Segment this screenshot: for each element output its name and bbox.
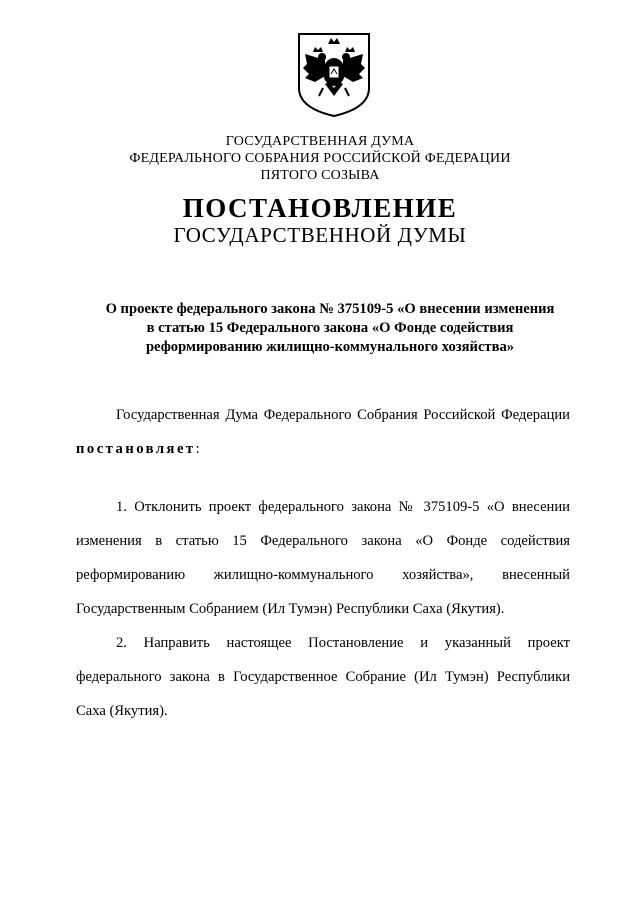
document-type: [0, 193, 640, 247]
document-title: ПОСТАНОВЛЕНИЕ: [182, 193, 458, 223]
resolution-item-2: 2. Направить настоящее Постановление и указанный проект федерального закона в Государственное Собрание (Ил Тумэн) Республики Саха (Якутия).: [76, 635, 570, 719]
org-line-2: ФЕДЕРАЛЬНОГО СОБРАНИЯ РОССИЙСКОЙ ФЕДЕРАЦИИ: [129, 151, 511, 166]
preamble-text: Государственная Дума Федерального Собрания Российской Федерации: [116, 407, 570, 423]
subject-line-3: реформированию жилищно-коммунального хозяйства»: [145, 339, 515, 355]
org-line-1: ГОСУДАРСТВЕННАЯ ДУМА: [225, 134, 415, 149]
subject-line-1: О проекте федерального закона № 375109-5 «О внесении изменения: [105, 301, 555, 317]
decree-colon: :: [195, 441, 200, 457]
preamble-paragraph: [76, 398, 570, 466]
subject-heading: [60, 300, 600, 357]
coat-of-arms-emblem: [295, 30, 373, 118]
preamble: [76, 398, 570, 466]
decree-word: постановляет: [76, 441, 196, 457]
resolution-items: [76, 490, 570, 728]
document-subtitle: ГОСУДАРСТВЕННОЙ ДУМЫ: [173, 223, 467, 247]
issuing-body: [0, 133, 640, 184]
subject-line-2: в статью 15 Федерального закона «О Фонде содействия: [146, 320, 514, 336]
resolution-item-1: 1. Отклонить проект федерального закона № 375109-5 «О внесении изменения в статью 15 Федерального закона «О Фонде содействия реформированию жилищно-коммунального хозяйства», внесенный Государственным Собранием (Ил Тумэн) Республики Саха (Якутия).: [76, 499, 570, 617]
org-line-3: ПЯТОГО СОЗЫВА: [260, 168, 380, 183]
